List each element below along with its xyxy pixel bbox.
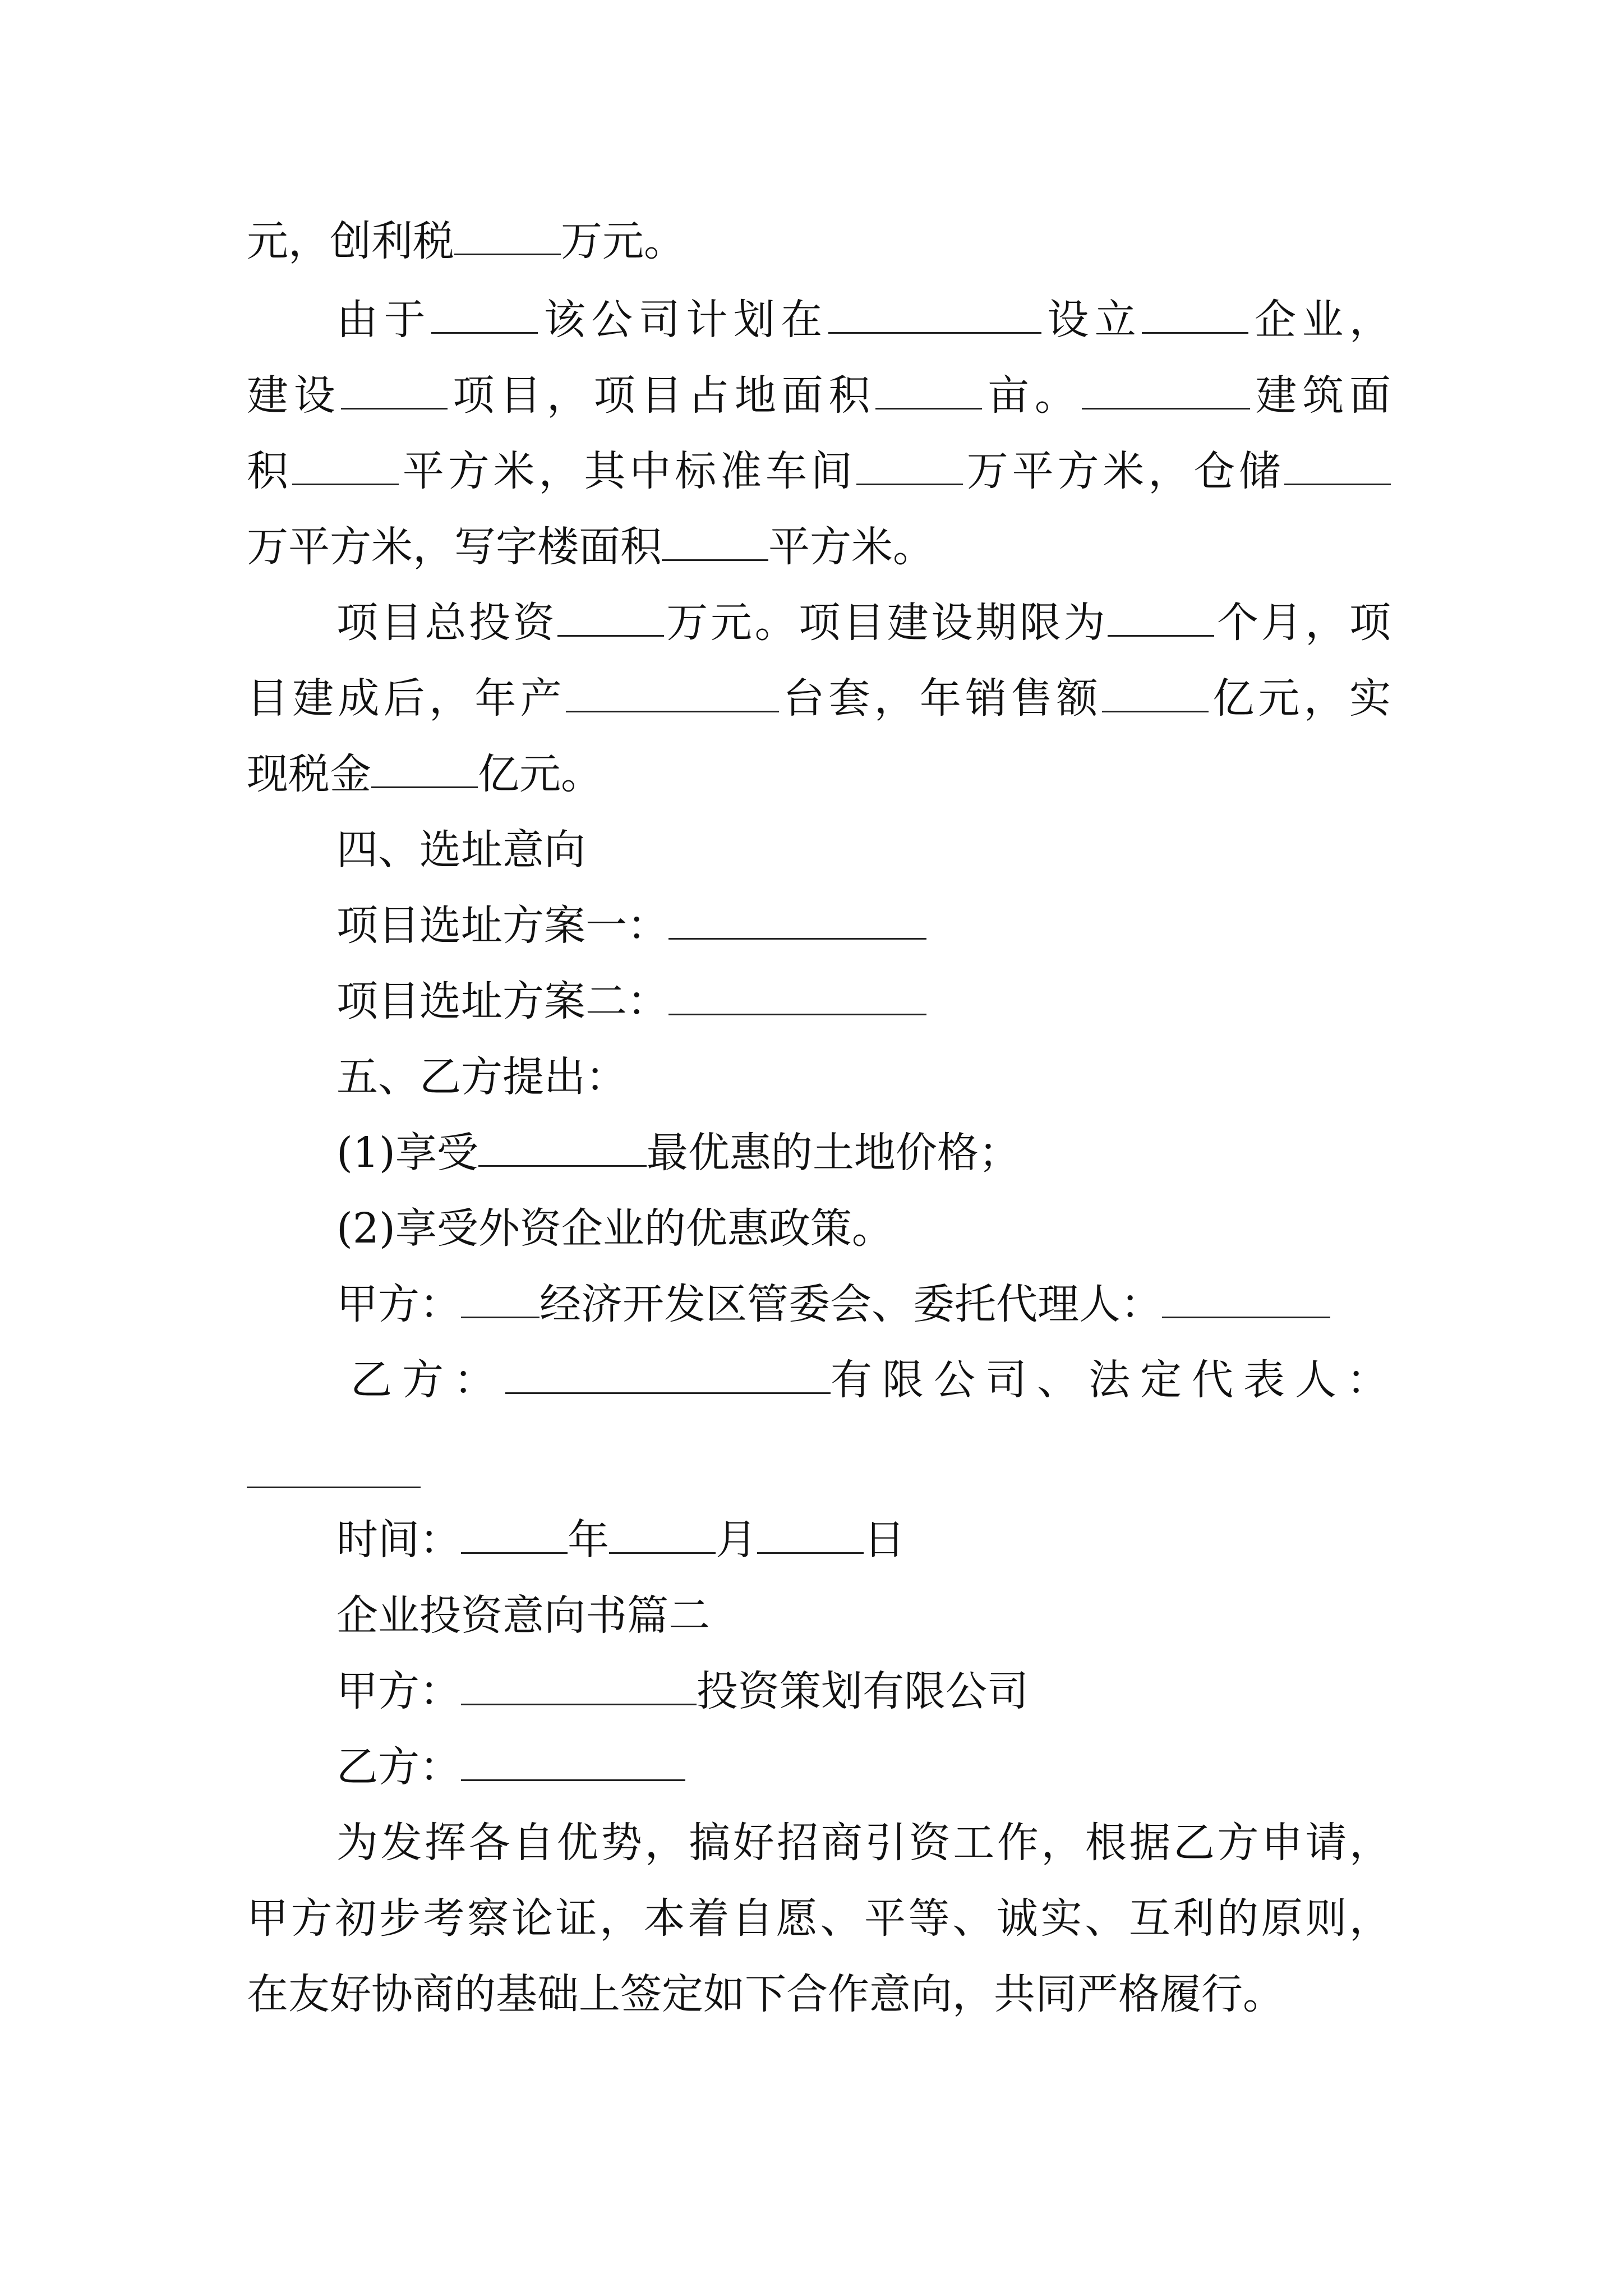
text-line: 甲方： 经济开发区管委会、委托代理人： (336, 1276, 1330, 1332)
text-line: 项目选址方案一： (336, 898, 926, 954)
section-heading: 企业投资意向书篇二 (336, 1591, 710, 1640)
text-line: 甲方初步考察论证，本着自愿、平等、诚实、互利的原则， (247, 1894, 1391, 1943)
text-line: (1)享受 最优惠的土地价格； (336, 1129, 1020, 1177)
section-heading: 四、选址意向 (336, 826, 585, 874)
blank-field (668, 903, 926, 940)
blank-field (461, 1669, 697, 1705)
text-line: 甲方： 投资策划有限公司 (336, 1667, 1029, 1715)
blank-field (1142, 297, 1248, 334)
blank-field (454, 219, 561, 255)
blank-field (1284, 449, 1391, 485)
blank-field (609, 1517, 716, 1554)
text-line: 积 平方米，其中标准车间 万平方米，仓储 (247, 443, 1391, 499)
blank-field (292, 449, 399, 485)
text-line: 项目总投资 万元。项目建设期限为 个月，项 (336, 599, 1391, 647)
text-line: (2)享受外资企业的优惠政策。 (336, 1204, 893, 1253)
text-line: 乙方： (336, 1739, 685, 1795)
text-line: 元，创利税 万元。 (247, 217, 685, 265)
blank-field (371, 752, 478, 788)
blank-field (431, 297, 538, 334)
blank-field (875, 373, 982, 409)
text-line: 时间： 年 月 日 (336, 1516, 905, 1564)
text-line: 为发挥各自优势，搞好招商引资工作，根据乙方申请， (336, 1819, 1391, 1867)
text-line: 建设 项目，项目占地面积 亩。 建筑面 (247, 371, 1391, 420)
blank-field (1162, 1282, 1330, 1318)
blank-field (557, 600, 664, 637)
blank-field (341, 373, 448, 409)
blank-field (461, 1517, 568, 1554)
text-line: 万平方米，写字楼面积 平方米。 (247, 523, 934, 571)
blank-field (247, 1487, 421, 1488)
blank-field (566, 676, 779, 712)
blank-field (828, 297, 1041, 334)
text-line: 在友好协商的基础上签定如下合作意向，共同严格履行。 (247, 1970, 1284, 2018)
text-line: 由于 该公司计划在 设立 企业， (336, 296, 1391, 344)
blank-field (668, 979, 926, 1015)
blank-field (461, 1282, 540, 1318)
text-line: 现税金 亿元。 (247, 750, 602, 798)
text-line: 目建成后，年产 台套，年销售额 亿元，实 (247, 674, 1391, 723)
blank-field (478, 1130, 647, 1167)
blank-field (505, 1358, 831, 1394)
section-heading: 五、乙方提出： (336, 1053, 627, 1101)
blank-field (1082, 373, 1250, 409)
blank-field (757, 1517, 864, 1554)
text-line: 项目选址方案二： (336, 973, 926, 1029)
blank-field (662, 524, 768, 561)
blank-field (461, 1745, 685, 1781)
blank-field (1102, 676, 1209, 712)
blank-field (856, 449, 963, 485)
blank-field (1108, 600, 1214, 637)
text-line: 乙方： 有限公司、法定代表人： (351, 1356, 1398, 1404)
